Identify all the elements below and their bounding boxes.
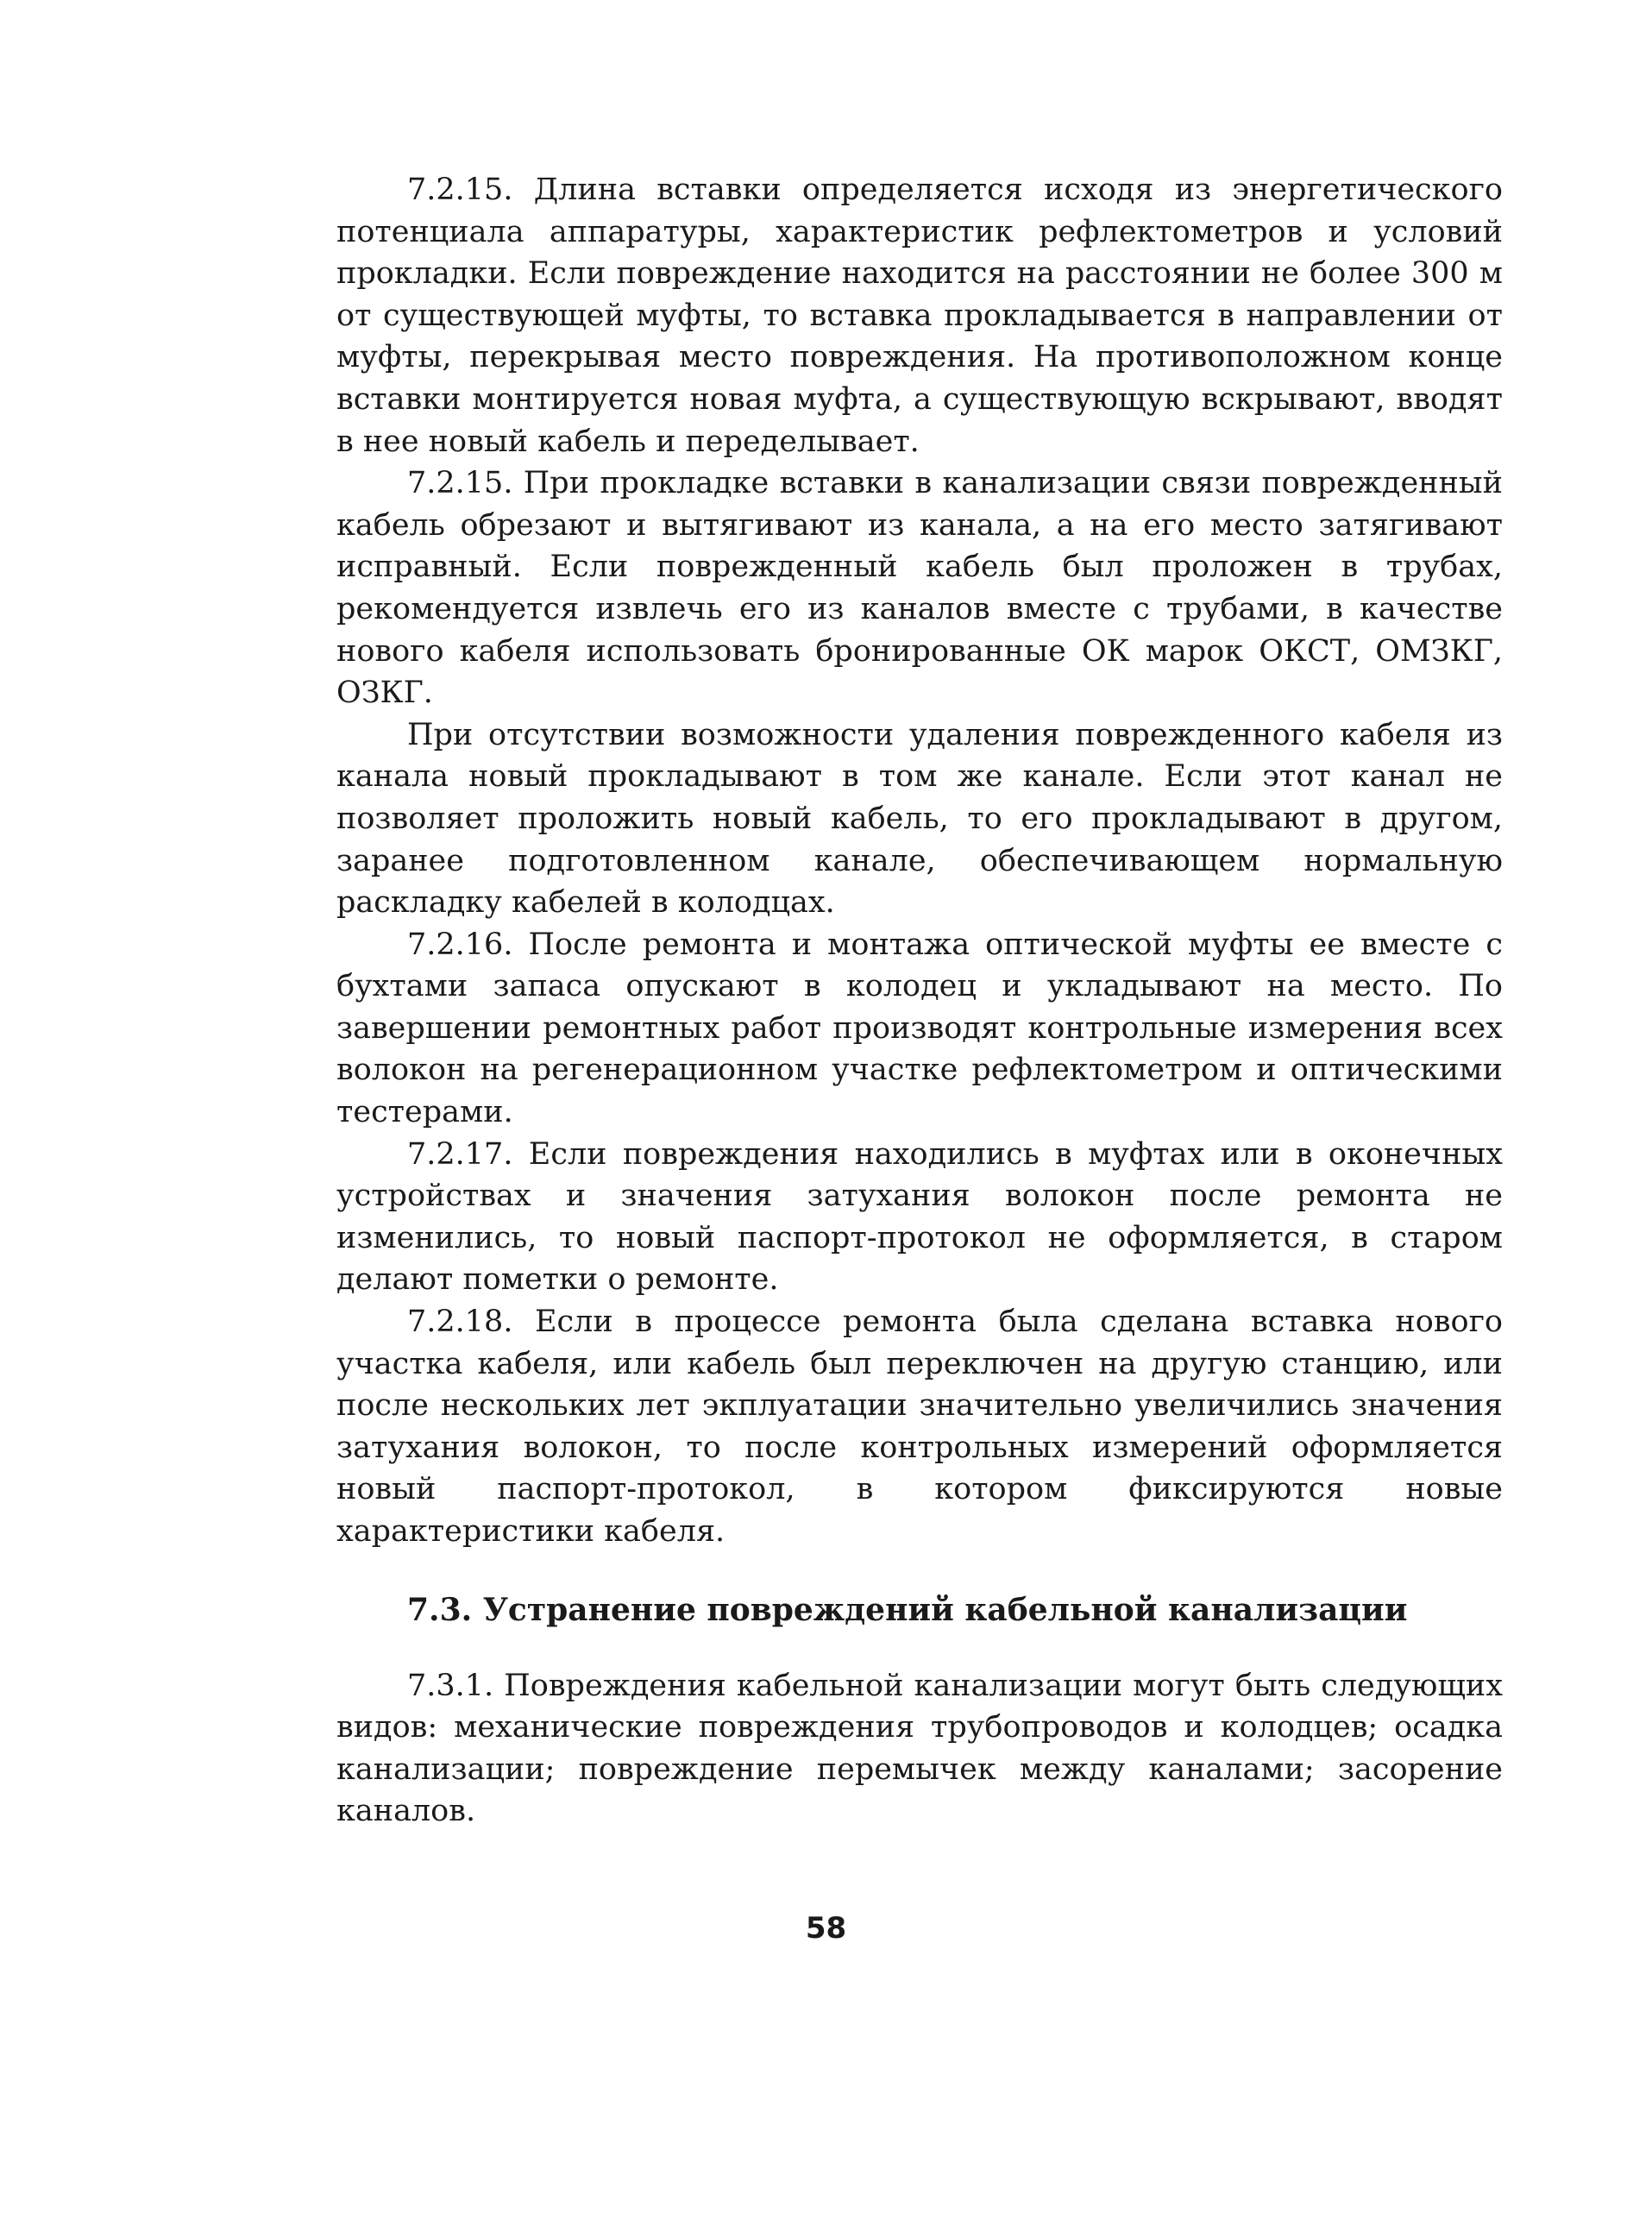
paragraph-7-2-15-duct-laying: 7.2.15. При прокладке вставки в канализации связи поврежденный кабель обрезают и вытягивают из канала, а на его место затягивают исправный. Если поврежденный кабель был проложен в трубах, рекомендуется извлечь его из каналов вместе с трубами, в качестве нового кабеля использовать бронированные ОК марок ОКСТ, ОМЗКГ, ОЗКГ. <box>336 466 1503 711</box>
section-heading: 7.3. Устранение повреждений кабельной канализации <box>407 1591 1408 1628</box>
paragraph-7-3-1: 7.3.1. Повреждения кабельной канализации могут быть следующих видов: механические повреждения трубопроводов и колодцев; осадка канализации; повреждение перемычек между каналами; засорение каналов. <box>336 1668 1503 1829</box>
body-text <box>336 169 1503 1833</box>
paragraph-7-2-15-insert-length: 7.2.15. Длина вставки определяется исходя из энергетического потенциала аппаратуры, характеристик рефлектометров и условий прокладки. Если повреждение находится на расстоянии не более 300 м от существующей муфты, то вставка прокладывается в направлении от муфты, перекрывая место повреждения. На противоположном конце вставки монтируется новая муфта, а существующую вскрывают, вводят в нее новый кабель и переделывает. <box>336 173 1503 459</box>
paragraph-7-2-17: 7.2.17. Если повреждения находились в муфтах или в оконечных устройствах и значения затухания волокон после ремонта не изменились, то новый паспорт-протокол не оформляется, в старом делают пометки о ремонте. <box>336 1136 1503 1298</box>
paragraph-7-2-16: 7.2.16. После ремонта и монтажа оптической муфты ее вместе с бухтами запаса опускают в колодец и укладывают на место. По завершении ремонтных работ производят контрольные измерения всех волокон на регенерационном участке рефлектометром и оптическими тестерами. <box>336 927 1503 1130</box>
paragraph-no-removal: При отсутствии возможности удаления поврежденного кабеля из канала новый прокладывают в том же канале. Если этот канал не позволяет проложить новый кабель, то его прокладывают в другом, заранее подготовленном канале, обеспечивающем нормальную раскладку кабелей в колодцах. <box>336 717 1503 921</box>
paragraph-7-2-18: 7.2.18. Если в процессе ремонта была сделана вставка нового участка кабеля, или кабель был переключен на другую станцию, или после нескольких лет экплуатации значительно увеличились значения затухания волокон, то после контрольных измерений оформляется новый паспорт-протокол, в котором фиксируются новые характеристики кабеля. <box>336 1305 1503 1549</box>
page-number: 58 <box>805 1911 847 1946</box>
